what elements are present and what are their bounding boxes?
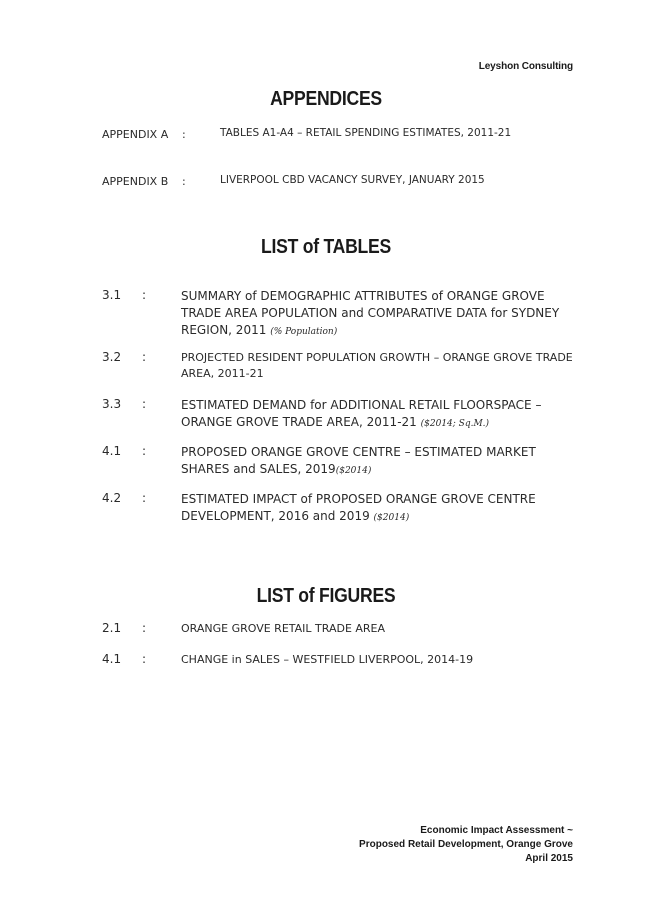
footer-line: Economic Impact Assessment ~	[420, 825, 573, 836]
table-entry	[181, 491, 581, 527]
figure-title: CHANGE in SALES – WESTFIELD LIVERPOOL, 2014-19	[181, 653, 474, 666]
table-title: PROJECTED RESIDENT POPULATION GROWTH – ORANGE GROVE TRADE AREA, 2011-21	[181, 351, 573, 380]
header-company: Leyshon Consulting	[478, 61, 573, 72]
separator: :	[142, 350, 147, 364]
tables-title: LIST of TABLES	[261, 236, 391, 258]
figure-title: ORANGE GROVE RETAIL TRADE AREA	[181, 622, 386, 635]
table-note: ($2014; Sq.M.)	[420, 419, 490, 429]
figure-number: 2.1	[102, 621, 122, 635]
table-number: 3.3	[102, 397, 122, 411]
table-entry	[181, 397, 581, 433]
separator: :	[142, 491, 147, 505]
table-title: PROPOSED ORANGE GROVE CENTRE – ESTIMATED MARKET SHARES and SALES, 2019	[181, 445, 536, 476]
table-number: 4.2	[102, 491, 122, 505]
table-entry	[181, 288, 581, 341]
footer-line: April 2015	[525, 853, 573, 864]
appendix-text: LIVERPOOL CBD VACANCY SURVEY, JANUARY 2015	[220, 174, 485, 186]
table-note: ($2014)	[335, 466, 372, 476]
table-title: ESTIMATED DEMAND for ADDITIONAL RETAIL FLOORSPACE – ORANGE GROVE TRADE AREA, 2011-21	[181, 398, 542, 429]
figures-title: LIST of FIGURES	[256, 585, 396, 607]
appendix-label: APPENDIX B	[102, 175, 169, 188]
table-number: 4.1	[102, 444, 122, 458]
appendices-title: APPENDICES	[270, 88, 382, 110]
table-note: (% Population)	[270, 327, 338, 337]
table-title: ESTIMATED IMPACT of PROPOSED ORANGE GROVE CENTRE DEVELOPMENT, 2016 and 2019	[181, 492, 536, 523]
appendix-text: TABLES A1-A4 – RETAIL SPENDING ESTIMATES, 2011-21	[220, 127, 512, 139]
separator: :	[182, 175, 186, 188]
table-number: 3.1	[102, 288, 122, 302]
separator: :	[182, 128, 186, 141]
table-note: ($2014)	[373, 513, 410, 523]
separator: :	[142, 621, 147, 635]
appendix-label: APPENDIX A	[102, 128, 169, 141]
separator: :	[142, 288, 147, 302]
footer-line: Proposed Retail Development, Orange Grove	[359, 839, 573, 850]
table-title: SUMMARY of DEMOGRAPHIC ATTRIBUTES of ORANGE GROVE TRADE AREA POPULATION and COMPARATIVE DATA for SYDNEY REGION, 2011	[181, 289, 560, 337]
table-number: 3.2	[102, 350, 122, 364]
table-entry	[181, 444, 581, 480]
figure-number: 4.1	[102, 652, 122, 666]
table-entry	[181, 350, 581, 382]
footer	[359, 824, 573, 866]
separator: :	[142, 444, 147, 458]
separator: :	[142, 397, 147, 411]
separator: :	[142, 652, 147, 666]
